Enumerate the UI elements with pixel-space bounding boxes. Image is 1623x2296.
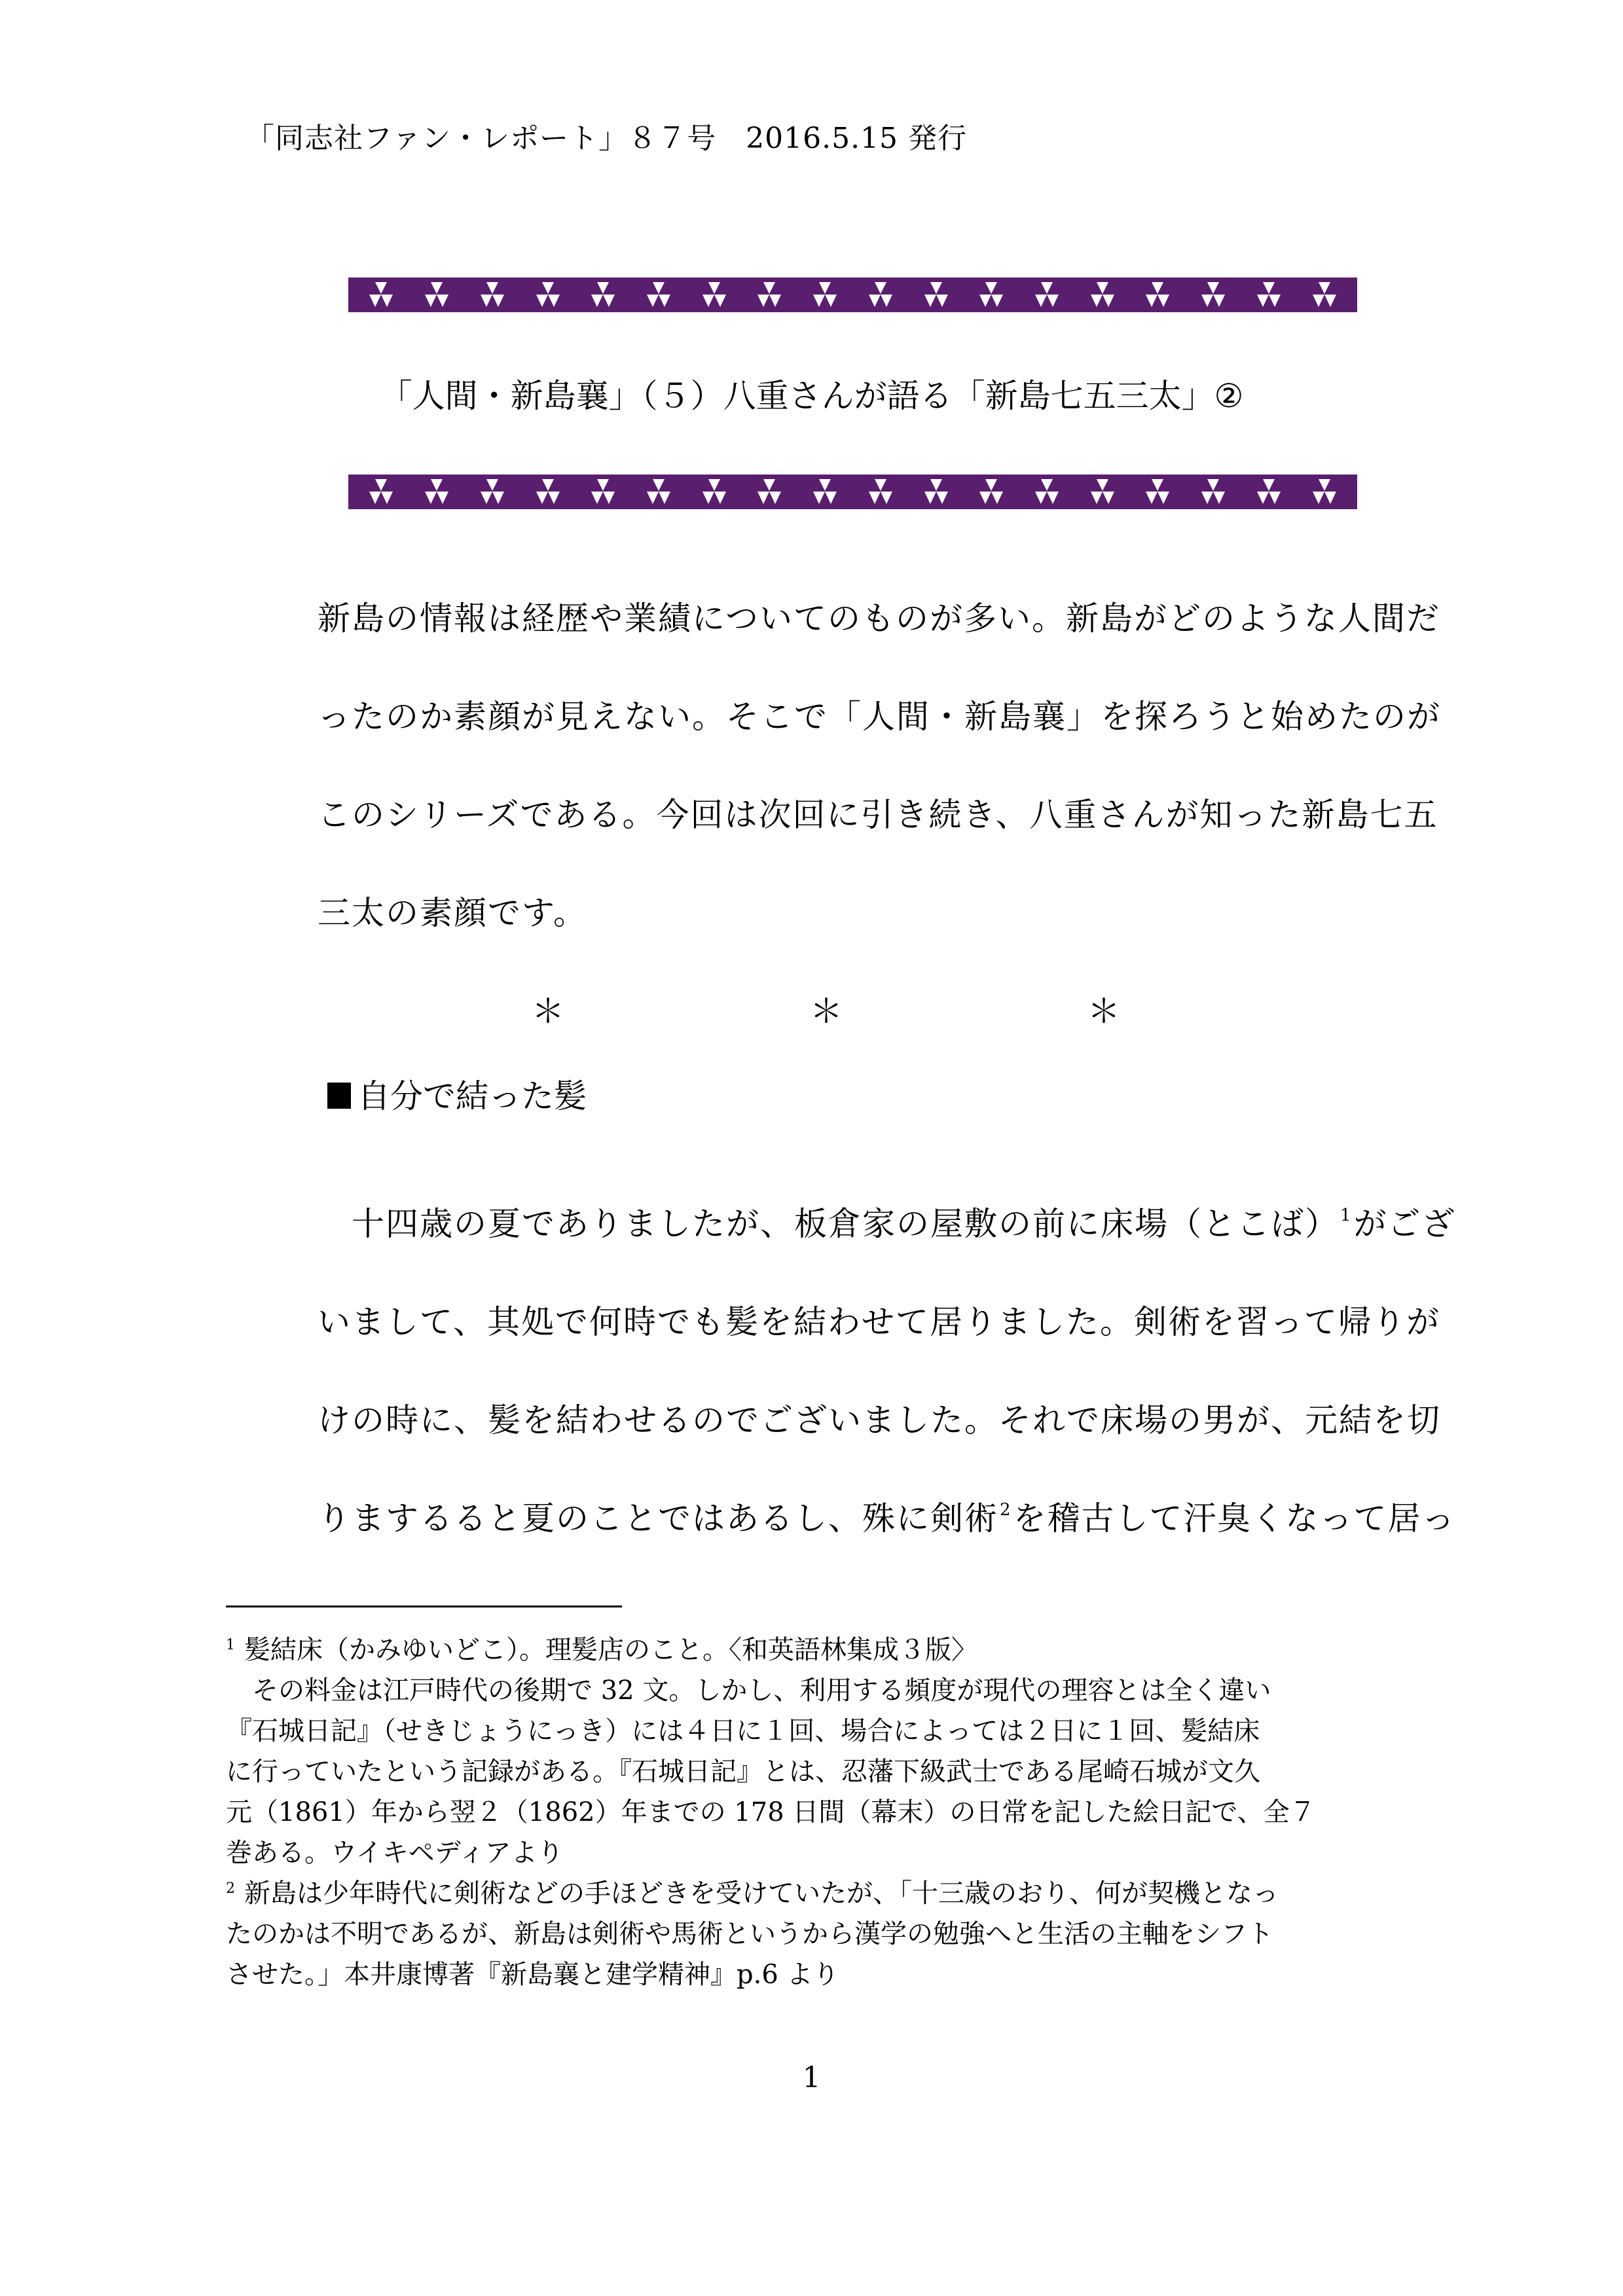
triangle-crest-icon	[369, 479, 393, 505]
footnote-1	[226, 1630, 1385, 1873]
narrative-line	[318, 1469, 1456, 1568]
triangle-crest-icon	[369, 282, 393, 308]
footnote-line: その料金は江戸時代の後期で 32 文。しかし、利用する頻度が現代の理容とは全く違い	[226, 1676, 1271, 1706]
triangle-crest-icon	[702, 479, 726, 505]
asterisk-icon: ＊	[1087, 992, 1120, 1030]
triangle-crest-icon	[813, 479, 837, 505]
narrative-line: いまして、其処で何時でも髪を結わせて居りました。剣術を習って帰りが	[318, 1303, 1440, 1341]
triangle-crest-icon	[813, 282, 837, 308]
footnote-line	[226, 1873, 1385, 1914]
square-bullet-icon	[327, 1083, 351, 1109]
asterisk-icon: ＊	[532, 992, 564, 1030]
footnote-text: 髪結床（かみゆいどこ）。理髪店のこと。〈和英語林集成３版〉	[244, 1635, 977, 1665]
article-title: 「人間・新島襄」（５）八重さんが語る「新島七五三太」②	[379, 377, 1244, 415]
triangle-crest-icon	[924, 479, 948, 505]
triangle-crest-icon	[924, 282, 948, 308]
triangle-crest-icon	[702, 282, 726, 308]
footnote-line: 巻ある。ウイキペディアより	[226, 1838, 564, 1868]
triangle-crest-icon	[979, 479, 1003, 505]
triangle-crest-icon	[979, 282, 1003, 308]
narrative-paragraph	[318, 1175, 1456, 1568]
triangle-crest-icon	[1146, 282, 1169, 308]
narrative-text: りまするると夏のことではあるし、殊に剣術	[318, 1499, 998, 1537]
narrative-line: けの時に、髪を結わせるのでございました。それで床場の男が、元結を切	[318, 1401, 1441, 1439]
narrative-text: 十四歳の夏でありましたが、板倉家の屋敷の前に床場（とこば）	[318, 1205, 1339, 1243]
triangle-crest-icon	[757, 282, 781, 308]
triangle-crest-icon	[425, 282, 448, 308]
intro-line: 三太の素顔です。	[318, 894, 587, 932]
publication-header: 「同志社ファン・レポート」８７号 2016.5.15 発行	[246, 122, 968, 155]
triangle-crest-icon	[1313, 479, 1336, 505]
triangle-crest-icon	[536, 282, 560, 308]
footnote-ref-1[interactable]: 1	[1340, 1206, 1353, 1225]
triangle-crest-icon	[757, 479, 781, 505]
footnote-line: たのかは不明であるが、新島は剣術や馬術というから漢学の勉強へと生活の主軸をシフト	[226, 1919, 1273, 1949]
decorative-band-bottom	[348, 475, 1357, 509]
triangle-crest-icon	[1313, 282, 1336, 308]
triangle-crest-icon	[1035, 479, 1059, 505]
triangle-crest-icon	[1201, 282, 1225, 308]
narrative-text: がござ	[1353, 1205, 1456, 1243]
footnote-separator-rule	[226, 1605, 622, 1607]
footnote-line: 元（1861）年から翌２（1862）年までの 178 日間（幕末）の日常を記した絵日記で、全７	[226, 1797, 1316, 1827]
triangle-crest-icon	[647, 479, 670, 505]
triangle-crest-icon	[1257, 282, 1281, 308]
triangle-crest-icon	[481, 282, 504, 308]
intro-paragraph	[318, 569, 1441, 962]
footnote-line	[226, 1630, 1385, 1670]
section-separator	[0, 985, 1623, 1031]
footnote-text: 新島は少年時代に剣術などの手ほどきを受けていたが、「十三歳のおり、何が契機となっ	[244, 1878, 1279, 1909]
triangle-crest-icon	[425, 479, 448, 505]
footnote-line: に行っていたという記録がある。『石城日記』とは、忍藩下級武士である尾崎石城が文久	[226, 1757, 1260, 1787]
triangle-crest-icon	[1091, 282, 1114, 308]
triangle-crest-icon	[591, 282, 615, 308]
narrative-line	[318, 1175, 1456, 1273]
section-heading	[327, 1073, 587, 1119]
narrative-text: を稽古して汗臭くなって居っ	[1013, 1499, 1456, 1537]
decorative-band-top	[348, 278, 1357, 312]
triangle-crest-icon	[869, 479, 892, 505]
triangle-crest-icon	[481, 479, 504, 505]
footnote-ref-2[interactable]: 2	[1000, 1500, 1012, 1520]
page-number: 1	[802, 2061, 821, 2094]
triangle-crest-icon	[647, 282, 670, 308]
triangle-crest-icon	[1091, 479, 1114, 505]
footnote-number: 2	[226, 1880, 235, 1897]
triangle-crest-icon	[1257, 479, 1281, 505]
triangle-crest-icon	[1146, 479, 1169, 505]
footnote-number: 1	[226, 1637, 235, 1653]
section-heading-text: 自分で結った髪	[357, 1077, 587, 1115]
triangle-crest-icon	[591, 479, 615, 505]
intro-line: ったのか素顔が見えない。そこで「人間・新島襄」を探ろうと始めたのが	[318, 698, 1441, 736]
triangle-crest-icon	[1035, 282, 1059, 308]
footnote-line: 『石城日記』（せきじょうにっき）には４日に１回、場合によっては２日に１回、髪結床	[226, 1716, 1260, 1746]
triangle-crest-icon	[869, 282, 892, 308]
footnote-line: させた。」本井康博著『新島襄と建学精神』p.6 より	[226, 1960, 839, 1990]
asterisk-icon: ＊	[810, 992, 843, 1030]
footnotes	[226, 1630, 1385, 1995]
footnote-2	[226, 1873, 1385, 1995]
intro-line: 新島の情報は経歴や業績についてのものが多い。新島がどのような人間だ	[318, 600, 1440, 637]
triangle-crest-icon	[536, 479, 560, 505]
intro-line: このシリーズである。今回は次回に引き続き、八重さんが知った新島七五	[318, 796, 1438, 834]
triangle-crest-icon	[1201, 479, 1225, 505]
